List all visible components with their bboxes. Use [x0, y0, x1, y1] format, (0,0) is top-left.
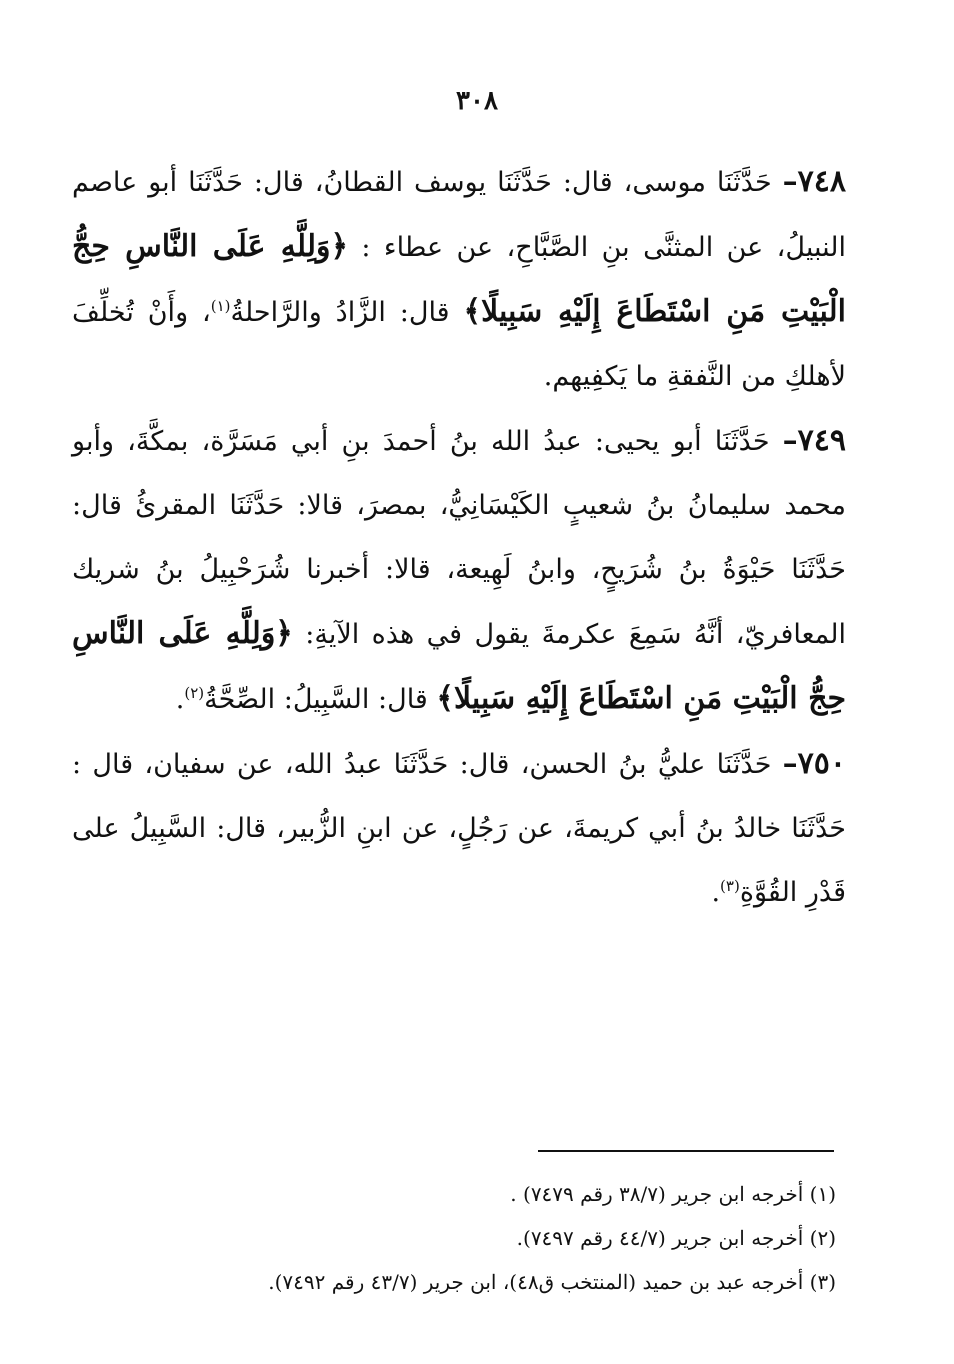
hadith-748 — [72, 150, 846, 409]
hadith-text: حَدَّثَنَا عليُّ بنُ الحسن، قال: حَدَّثَنَا عبدُ الله، عن سفيان، قال : حَدَّثَنَا خالدُ بنُ أبي كريمةَ، عن رَجُلٍ، عن ابنِ الزُّبير، قال: السَّبِيلُ على قَدْرِ القُوَّةِ — [72, 749, 846, 908]
footnote-divider — [538, 1150, 834, 1152]
footnote-2: (٢) أخرجه ابن جرير (٤٤/٧ رقم ٧٤٩٧). — [516, 1226, 836, 1250]
hadith-text: حَدَّثَنَا موسى، قال: حَدَّثَنَا يوسف القطانُ، قال: حَدَّثَنَا أبو عاصم النبيلُ، عن المثنَّى بنِ الصَّبَّاحِ، عن عطاء : — [72, 167, 846, 263]
hadith-text: ، وأَنْ تُخلِّفَ لأهلكِ من النَّفقةِ ما يَكفِيهم. — [72, 297, 846, 392]
footnote-1: (١) أخرجه ابن جرير (٣٨/٧ رقم ٧٤٧٩) . — [510, 1182, 836, 1206]
hadith-separator: – — [782, 164, 798, 199]
footnote-3: (٣) أخرجه عبد بن حميد (المنتخب ق٤٨)، ابن جرير (٤٣/٧ رقم ٧٤٩٢). — [268, 1270, 836, 1294]
hadith-number: ٧٤٨ — [797, 164, 846, 199]
hadith-750 — [72, 732, 846, 925]
hadith-text: قال: السَّبِيلُ: الصِّحَّةُ — [204, 684, 437, 715]
hadith-number: ٧٤٩ — [797, 423, 846, 458]
hadith-text: . — [175, 684, 185, 715]
hadith-text: قال: الزَّادُ والرَّاحلةُ — [230, 297, 464, 328]
hadith-separator: – — [782, 423, 798, 458]
hadith-749 — [72, 409, 846, 732]
footnote-reference[interactable]: (١) — [210, 297, 231, 315]
hadith-text: حَدَّثَنَا أبو يحيى: عبدُ الله بنُ أحمدَ بنِ أبي مَسَرَّة، بمكَّةَ، وأبو محمد سليمانُ بنُ شعيبٍ الكَيْسَانِيُّ، بمصرَ، قالا: حَدَّثَنَا المقرئُ قال: حَدَّثَنَا حَيْوَةُ بنُ شُرَيحٍ، وابنُ لَهِيعة، قالا: أخبرنا شُرَحْبِيلُ بنُ شريك المعافريّ، أنَّهُ سَمِعَ عكرمةَ يقول في هذه الآيةِ: — [72, 426, 846, 650]
footnote-reference[interactable]: (٣) — [720, 877, 740, 895]
page-number: ٣٠٨ — [456, 86, 498, 116]
quran-verse: ﴿وَلِلَّهِ عَلَى النَّاسِ حِجُّ الْبَيْتِ مَنِ اسْتَطَاعَ إِلَيْهِ سَبِيلًا﴾ — [72, 616, 846, 716]
footnotes — [140, 1172, 836, 1304]
footnote-reference[interactable]: (٢) — [184, 684, 205, 702]
hadith-text: . — [711, 877, 721, 908]
quran-verse: ﴿وَلِلَّهِ عَلَى النَّاسِ حِجُّ الْبَيْتِ مَنِ اسْتَطَاعَ إِلَيْهِ سَبِيلًا﴾ — [72, 229, 846, 329]
body-text — [72, 150, 846, 925]
hadith-separator: – — [782, 746, 798, 781]
hadith-number: ٧٥٠ — [797, 746, 846, 781]
